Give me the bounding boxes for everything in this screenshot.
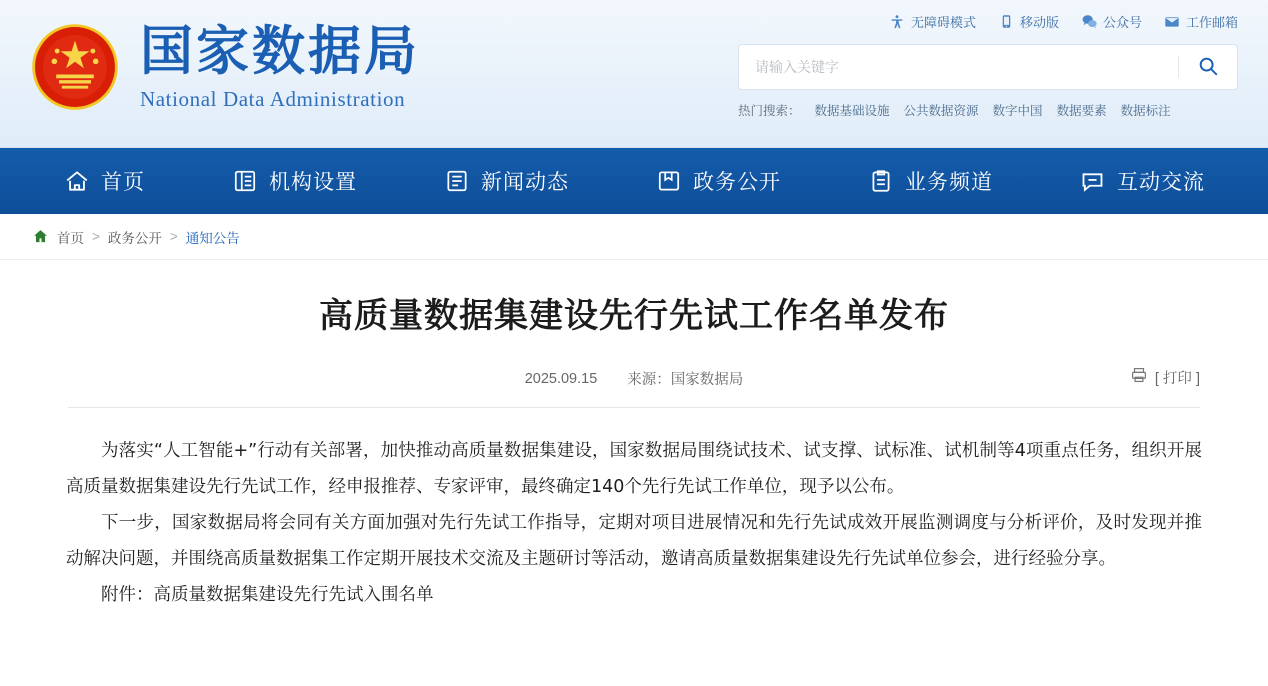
home-green-icon [32, 228, 49, 245]
nav-item-organization-label: 机构设置 [269, 170, 357, 194]
search-area [738, 44, 1238, 119]
utility-mail-label: 工作邮箱 [1185, 15, 1238, 30]
nav-item-interaction-label: 互动交流 [1117, 170, 1205, 194]
utility-accessibility[interactable] [889, 12, 976, 31]
hot-search [738, 101, 1238, 119]
utility-mobile[interactable] [998, 12, 1059, 31]
nav-item-government-affairs[interactable] [655, 166, 781, 196]
breadcrumb [0, 214, 1268, 260]
breadcrumb-item-0[interactable]: 首页 [57, 230, 84, 246]
news-icon [443, 168, 470, 195]
article [0, 260, 1268, 614]
page-title: 高质量数据集建设先行先试工作名单发布 [319, 296, 949, 336]
hot-word-3[interactable]: 数据要素 [1056, 104, 1107, 118]
nav-item-government-affairs-label: 政务公开 [693, 170, 781, 194]
article-source-value: 国家数据局 [670, 372, 744, 389]
print-label: [ 打印 ] [1154, 370, 1200, 387]
hot-word-1[interactable]: 公共数据资源 [903, 104, 979, 118]
nav-item-news[interactable] [443, 166, 569, 196]
search-input[interactable] [739, 45, 1178, 89]
breadcrumb-item-2[interactable]: 通知公告 [185, 230, 240, 246]
site-brand[interactable] [0, 0, 420, 114]
article-paragraph-1: 下一步，国家数据局将会同有关方面加强对先行先试工作指导，定期对项目进展情况和先行先试成效开展监测调度与分析评价，及时发现并推动解决问题，并围绕高质量数据集工作定期开展技术交流及主题研讨等活动，邀请高质量数据集建设先行先试单位参会，进行经验分享。 [66, 512, 1202, 569]
national-emblem-icon [28, 20, 122, 114]
utility-mobile-label: 移动版 [1019, 15, 1059, 30]
building-icon [231, 168, 258, 195]
folder-open-icon [655, 168, 682, 195]
search-button[interactable] [1179, 45, 1237, 89]
hot-word-4[interactable]: 数据标注 [1120, 104, 1171, 118]
article-date: 2025.09.15 [524, 370, 598, 387]
nav-item-business-channel-label: 业务频道 [905, 170, 993, 194]
utility-accessibility-label: 无障碍模式 [910, 15, 976, 30]
article-paragraph-2: 附件：高质量数据集建设先行先试入围名单 [101, 584, 434, 605]
nav-item-home[interactable] [63, 166, 145, 196]
brand-text [140, 22, 420, 112]
search-box[interactable] [738, 44, 1238, 90]
breadcrumb-separator-1: > [169, 229, 178, 244]
home-icon [63, 168, 90, 195]
utility-mail[interactable] [1164, 12, 1238, 31]
utility-wechat-label: 公众号 [1102, 15, 1142, 30]
site-name-cn: 国家数据局 [140, 21, 420, 83]
nav-item-news-label: 新闻动态 [481, 170, 569, 194]
utility-links [889, 12, 1238, 31]
main-nav [0, 148, 1268, 214]
printer-icon [1130, 366, 1148, 388]
article-body [66, 434, 1202, 613]
breadcrumb-separator-0: > [92, 229, 100, 244]
hot-word-0[interactable]: 数据基础设施 [814, 104, 890, 118]
accessibility-icon [889, 13, 906, 30]
wechat-icon [1081, 13, 1098, 30]
article-paragraph-0: 为落实“人工智能+”行动有关部署，加快推动高质量数据集建设，国家数据局围绕试技术、试支撑、试标准、试机制等4项重点任务，组织开展高质量数据集建设先行先试工作，经申报推荐、专家评审，最终确定140个先行先试工作单位，现予以公布。 [66, 441, 1202, 498]
hot-word-2[interactable]: 数字中国 [992, 104, 1043, 118]
nav-item-business-channel[interactable] [867, 166, 993, 196]
article-source-label: 来源： [627, 372, 671, 389]
mobile-icon [998, 13, 1015, 30]
mail-icon [1164, 13, 1181, 30]
search-icon [1197, 55, 1219, 80]
article-meta [68, 368, 1200, 408]
chat-icon [1079, 168, 1106, 195]
site-name-en: National Data Administration [140, 86, 406, 111]
site-header [0, 0, 1268, 148]
nav-item-interaction[interactable] [1079, 166, 1205, 196]
nav-item-home-label: 首页 [101, 170, 145, 194]
print-button[interactable] [1130, 366, 1200, 388]
utility-wechat[interactable] [1081, 12, 1142, 31]
article-source [627, 368, 743, 389]
hot-search-label: 热门搜索： [738, 104, 801, 118]
breadcrumb-item-1[interactable]: 政务公开 [107, 230, 162, 246]
nav-item-organization[interactable] [231, 166, 357, 196]
clipboard-icon [867, 168, 894, 195]
